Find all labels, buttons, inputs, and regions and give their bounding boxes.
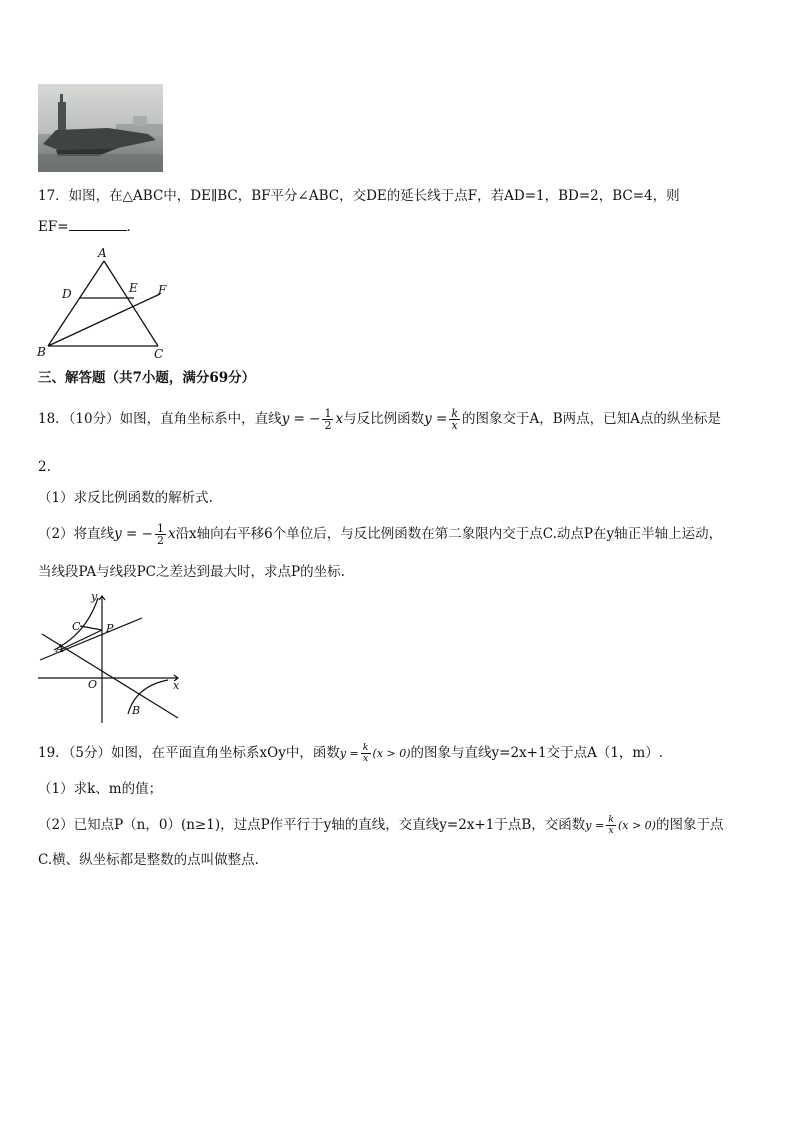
q18-eq-x: x (335, 411, 344, 427)
q18-part2-line1 (38, 518, 722, 550)
q18-fraction-k-over-x: $\frac{k}{x}$ (451, 407, 458, 432)
label-e: E (129, 281, 138, 295)
q18-eq-lhs: y = − (281, 411, 321, 427)
q18-text-line1 (38, 403, 721, 435)
q19-p2-rest: 的图象于点 (655, 817, 724, 833)
q19-rest: 的图象与直线y=2x+1交于点A（1，m）. (410, 745, 664, 761)
q19-p2-fraction: $\frac{k}{x}$ (608, 814, 614, 836)
label-f: F (158, 283, 167, 297)
graph-label-x: x (173, 679, 180, 692)
segment-ac (104, 261, 158, 346)
q19-fraction-k-over-x: $\frac{k}{x}$ (362, 742, 369, 764)
q19-p2-intro: （2）已知点P（n，0）(n≥1)，过点P作平行于y轴的直线，交直线y=2x+1于点B，交函数 (38, 817, 586, 833)
q18-end: 的图象交于A，B两点，已知A点的纵坐标是 (461, 411, 721, 427)
q19-intro: 19．（5分）如图，在平面直角坐标系xOy中，函数 (38, 745, 340, 761)
q17-ef-label: EF= (38, 219, 69, 235)
graph-label-o: O (88, 678, 98, 691)
q18-p2-intro: （2）将直线 (38, 526, 115, 542)
label-c: C (154, 347, 164, 361)
segment-pa (60, 630, 102, 650)
q18-part1: （1）求反比例函数的解析式. (38, 490, 213, 506)
carrier-photo (38, 84, 163, 172)
q19-part2-line2: C.横、纵坐标都是整数的点叫做整点. (38, 852, 259, 868)
q18-part2-line2: 当线段PA与线段PC之差达到最大时，求点P的坐标. (38, 564, 345, 580)
graph-label-a: A (56, 642, 64, 655)
q19-p2-eq-lhs: y = (585, 819, 605, 832)
label-b: B (37, 345, 46, 359)
q18-mid: 与反比例函数 (343, 411, 425, 427)
label-a: A (98, 246, 107, 260)
q17-text-line1: 17．如图，在△ABC中，DE∥BC，BF平分∠ABC，交DE的延长线于点F，若AD=1，BD=2，BC=4，则 (38, 188, 680, 204)
graph-label-y: y (91, 590, 98, 603)
q18-intro: 18．（10分）如图，直角坐标系中，直线 (38, 411, 282, 427)
q17-period: ． (126, 219, 141, 235)
q18-eq2-lhs: y = (424, 411, 448, 427)
q18-p2-fraction: $\frac{1}{2}$ (156, 522, 164, 547)
q18-text-line2: 2. (38, 459, 51, 475)
q17-answer-blank (69, 218, 127, 231)
q19-text-line1 (38, 738, 663, 768)
q19-part1: （1）求k、m的值； (38, 781, 163, 797)
q18-p2-eq-lhs: y = − (114, 526, 153, 542)
q19-p2-condition: (x > 0) (617, 819, 656, 832)
q18-p2-x: x (167, 526, 176, 542)
q17-text-line2 (38, 218, 140, 236)
q19-eq-lhs: y = (339, 747, 359, 760)
segment-pc (80, 626, 102, 630)
graph-label-b: B (132, 704, 141, 717)
q18-fraction-half: $\frac{1}{2}$ (324, 407, 332, 432)
section-heading: 三、解答题（共7小题，满分69分） (38, 370, 256, 386)
graph-label-c: C (72, 620, 81, 633)
label-d: D (62, 287, 72, 301)
q18-graph (36, 590, 186, 725)
q17-triangle-figure (34, 242, 174, 364)
q18-p2-rest: 沿x轴向右平移6个单位后，与反比例函数在第二象限内交于点C.动点P在y轴正半轴上运动， (175, 526, 723, 542)
q19-part2-line1 (38, 810, 723, 840)
graph-label-p: P (106, 622, 114, 635)
q19-condition: (x > 0) (372, 747, 411, 760)
